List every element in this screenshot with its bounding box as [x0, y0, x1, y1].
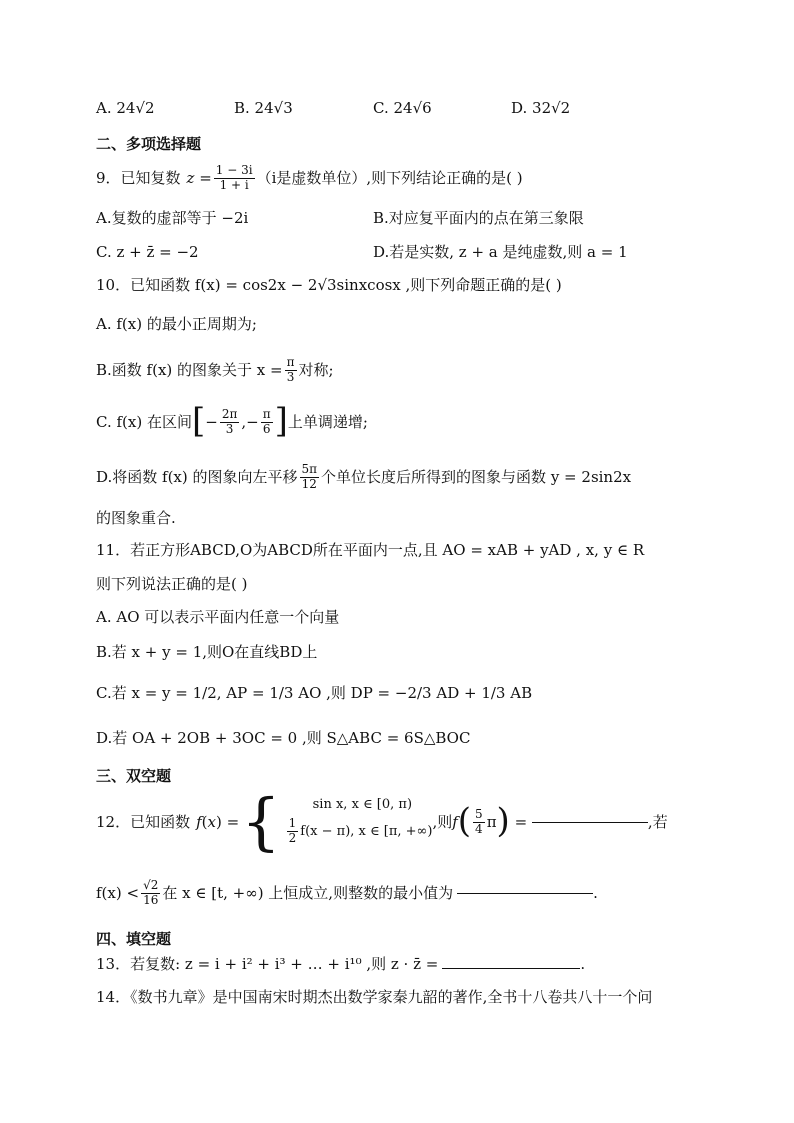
q13-period: .	[580, 955, 586, 973]
q10-option-c: C. f(x) 在区间 [ − $\frac{2\pi}{3}$ ,− $\frac{\pi}{6}$ ] 上单调递增;	[96, 401, 368, 442]
choice-d: D. 32√2	[511, 99, 571, 117]
q12-ask-numerator: 5	[475, 806, 483, 821]
q12-then: ,则	[432, 812, 453, 831]
q10-c-num-2: π	[262, 406, 271, 421]
q12-number: 12．已知函数	[96, 812, 191, 831]
answer-blank-1[interactable]	[532, 822, 648, 823]
q12-period: .	[593, 883, 598, 902]
piecewise-case-2-row	[285, 817, 433, 846]
q10-option-c-text: C. f(x) 在区间	[96, 412, 192, 431]
question-11-stem: 11．若正方形ABCD,O为ABCD所在平面内一点,且 AO = xAB + yAD , x, y ∈ R	[96, 541, 645, 559]
q11-option-b: B.若 x + y = 1,则O在直线BD上	[96, 643, 318, 661]
section-heading-double-blank: 三、双空题	[96, 767, 172, 785]
choice-b: B. 24√3	[234, 99, 293, 117]
q10-c-den-2: 6	[262, 421, 271, 436]
question-11-stem-line-2: 则下列说法正确的是( )	[96, 575, 248, 593]
piecewise-brace: {	[241, 785, 281, 859]
q10-option-b-text: B.函数 f(x) 的图象关于 x =	[96, 360, 283, 379]
q12-inequality: f(x) <	[96, 883, 140, 902]
q9-tail: （i是虚数单位）,则下列结论正确的是( )	[256, 168, 523, 187]
q10-c-fraction-2	[261, 408, 273, 437]
left-bracket: [	[191, 401, 206, 442]
q10-option-d-continuation: 的图象重合.	[96, 509, 176, 527]
answer-blank-2[interactable]	[457, 893, 593, 894]
q10-option-d	[96, 458, 631, 496]
q12-ask-fraction	[473, 808, 485, 837]
q9-option-c: C. z + z̄ = −2	[96, 243, 199, 261]
question-12-stem: 12．已知函数 f(x) = { sin x, x ∈ [0, π) $\frac{1}{2}$ f(x − π), x ∈ [π, +∞) ,则 f ( $\frac{5}{4}$ π ) = ,若	[96, 785, 668, 859]
choice-c: C. 24√6	[373, 99, 432, 117]
q10-d-numerator: 5π	[301, 461, 318, 476]
q12-ask-denominator: 4	[475, 821, 483, 836]
q10-c-fraction-1	[220, 408, 240, 437]
q12-bound-numerator: √2	[143, 877, 159, 892]
question-14-stem: 14．《数书九章》是中国南宋时期杰出数学家秦九韶的著作,全书十八卷共八十一个问	[96, 988, 653, 1006]
q11-option-c: C.若 x = y = 1/2, AP = 1/3 AO ,则 DP = −2/3 AD + 1/3 AB	[96, 684, 533, 702]
q10-d-denominator: 12	[301, 476, 317, 491]
question-9-stem: 9．已知复数 z = $\frac{1 - 3i}{1 + i}$ （i是虚数单位）,则下列结论正确的是( )	[96, 162, 523, 192]
q10-option-a: A. f(x) 的最小正周期为;	[96, 315, 257, 333]
q10-option-b	[96, 352, 334, 388]
q10-c-num-1: 2π	[221, 406, 238, 421]
q12-bound-fraction	[141, 879, 160, 908]
q10-b-denominator: 3	[286, 369, 295, 384]
q11-option-a: A. AO 可以表示平面内任意一个向量	[96, 608, 340, 626]
case2-fraction: $\frac{1}{2}$	[288, 816, 297, 845]
piecewise-case-2: f(x − π), x ∈ [π, +∞)	[300, 824, 433, 839]
q10-b-numerator: π	[286, 354, 295, 369]
q10-c-den-1: 3	[225, 421, 234, 436]
q13-text: 13．若复数: z = i + i² + i³ + … + i¹⁰ ,则 z · z̄ =	[96, 955, 439, 973]
question-10-stem: 10．已知函数 f(x) = cos2x − 2√3sinxcosx ,则下列命题正确的是( )	[96, 276, 562, 294]
q9-option-b: B.对应复平面内的点在第三象限	[373, 209, 584, 227]
q9-number: 9．已知复数	[96, 168, 181, 187]
q10-option-c-suffix: 上单调递增;	[287, 412, 368, 431]
q10-option-b-suffix: 对称;	[298, 360, 334, 379]
q10-option-d-suffix: 个单位长度后所得到的图象与函数 y = 2sin2x	[321, 467, 632, 486]
piecewise-cases	[285, 798, 433, 846]
q10-d-fraction	[300, 463, 320, 492]
answer-blank-3[interactable]	[442, 968, 580, 969]
section-heading-fill-blank: 四、填空题	[96, 930, 172, 948]
q9-fraction	[214, 164, 255, 193]
q12-bound-denominator: 16	[143, 892, 159, 907]
q12-ask-pi: π	[486, 812, 497, 831]
piecewise-case-1: sin x, x ∈ [0, π)	[312, 797, 413, 813]
section-heading-multi-choice: 二、多项选择题	[96, 135, 202, 153]
q9-fraction-denominator: 1 + i	[219, 177, 249, 192]
q10-option-b-fraction	[285, 356, 297, 385]
choice-a: A. 24√2	[96, 99, 155, 117]
q12-after-blank: ,若	[647, 812, 668, 831]
q9-fraction-numerator: 1 − 3i	[215, 162, 253, 177]
q9-option-a: A.复数的虚部等于 −2i	[96, 209, 249, 227]
q12-condition-text: 在 x ∈ [t, +∞) 上恒成立,则整数的最小值为	[162, 883, 454, 902]
question-12-line-2	[96, 872, 598, 914]
q11-option-d: D.若 OA + 2OB + 3OC = 0 ,则 S△ABC = 6S△BOC	[96, 729, 471, 747]
q10-option-d-text: D.将函数 f(x) 的图象向左平移	[96, 467, 298, 486]
right-bracket: ]	[274, 401, 288, 442]
q9-option-d: D.若是实数, z + a 是纯虚数,则 a = 1	[373, 243, 628, 261]
question-13-stem	[96, 957, 585, 972]
